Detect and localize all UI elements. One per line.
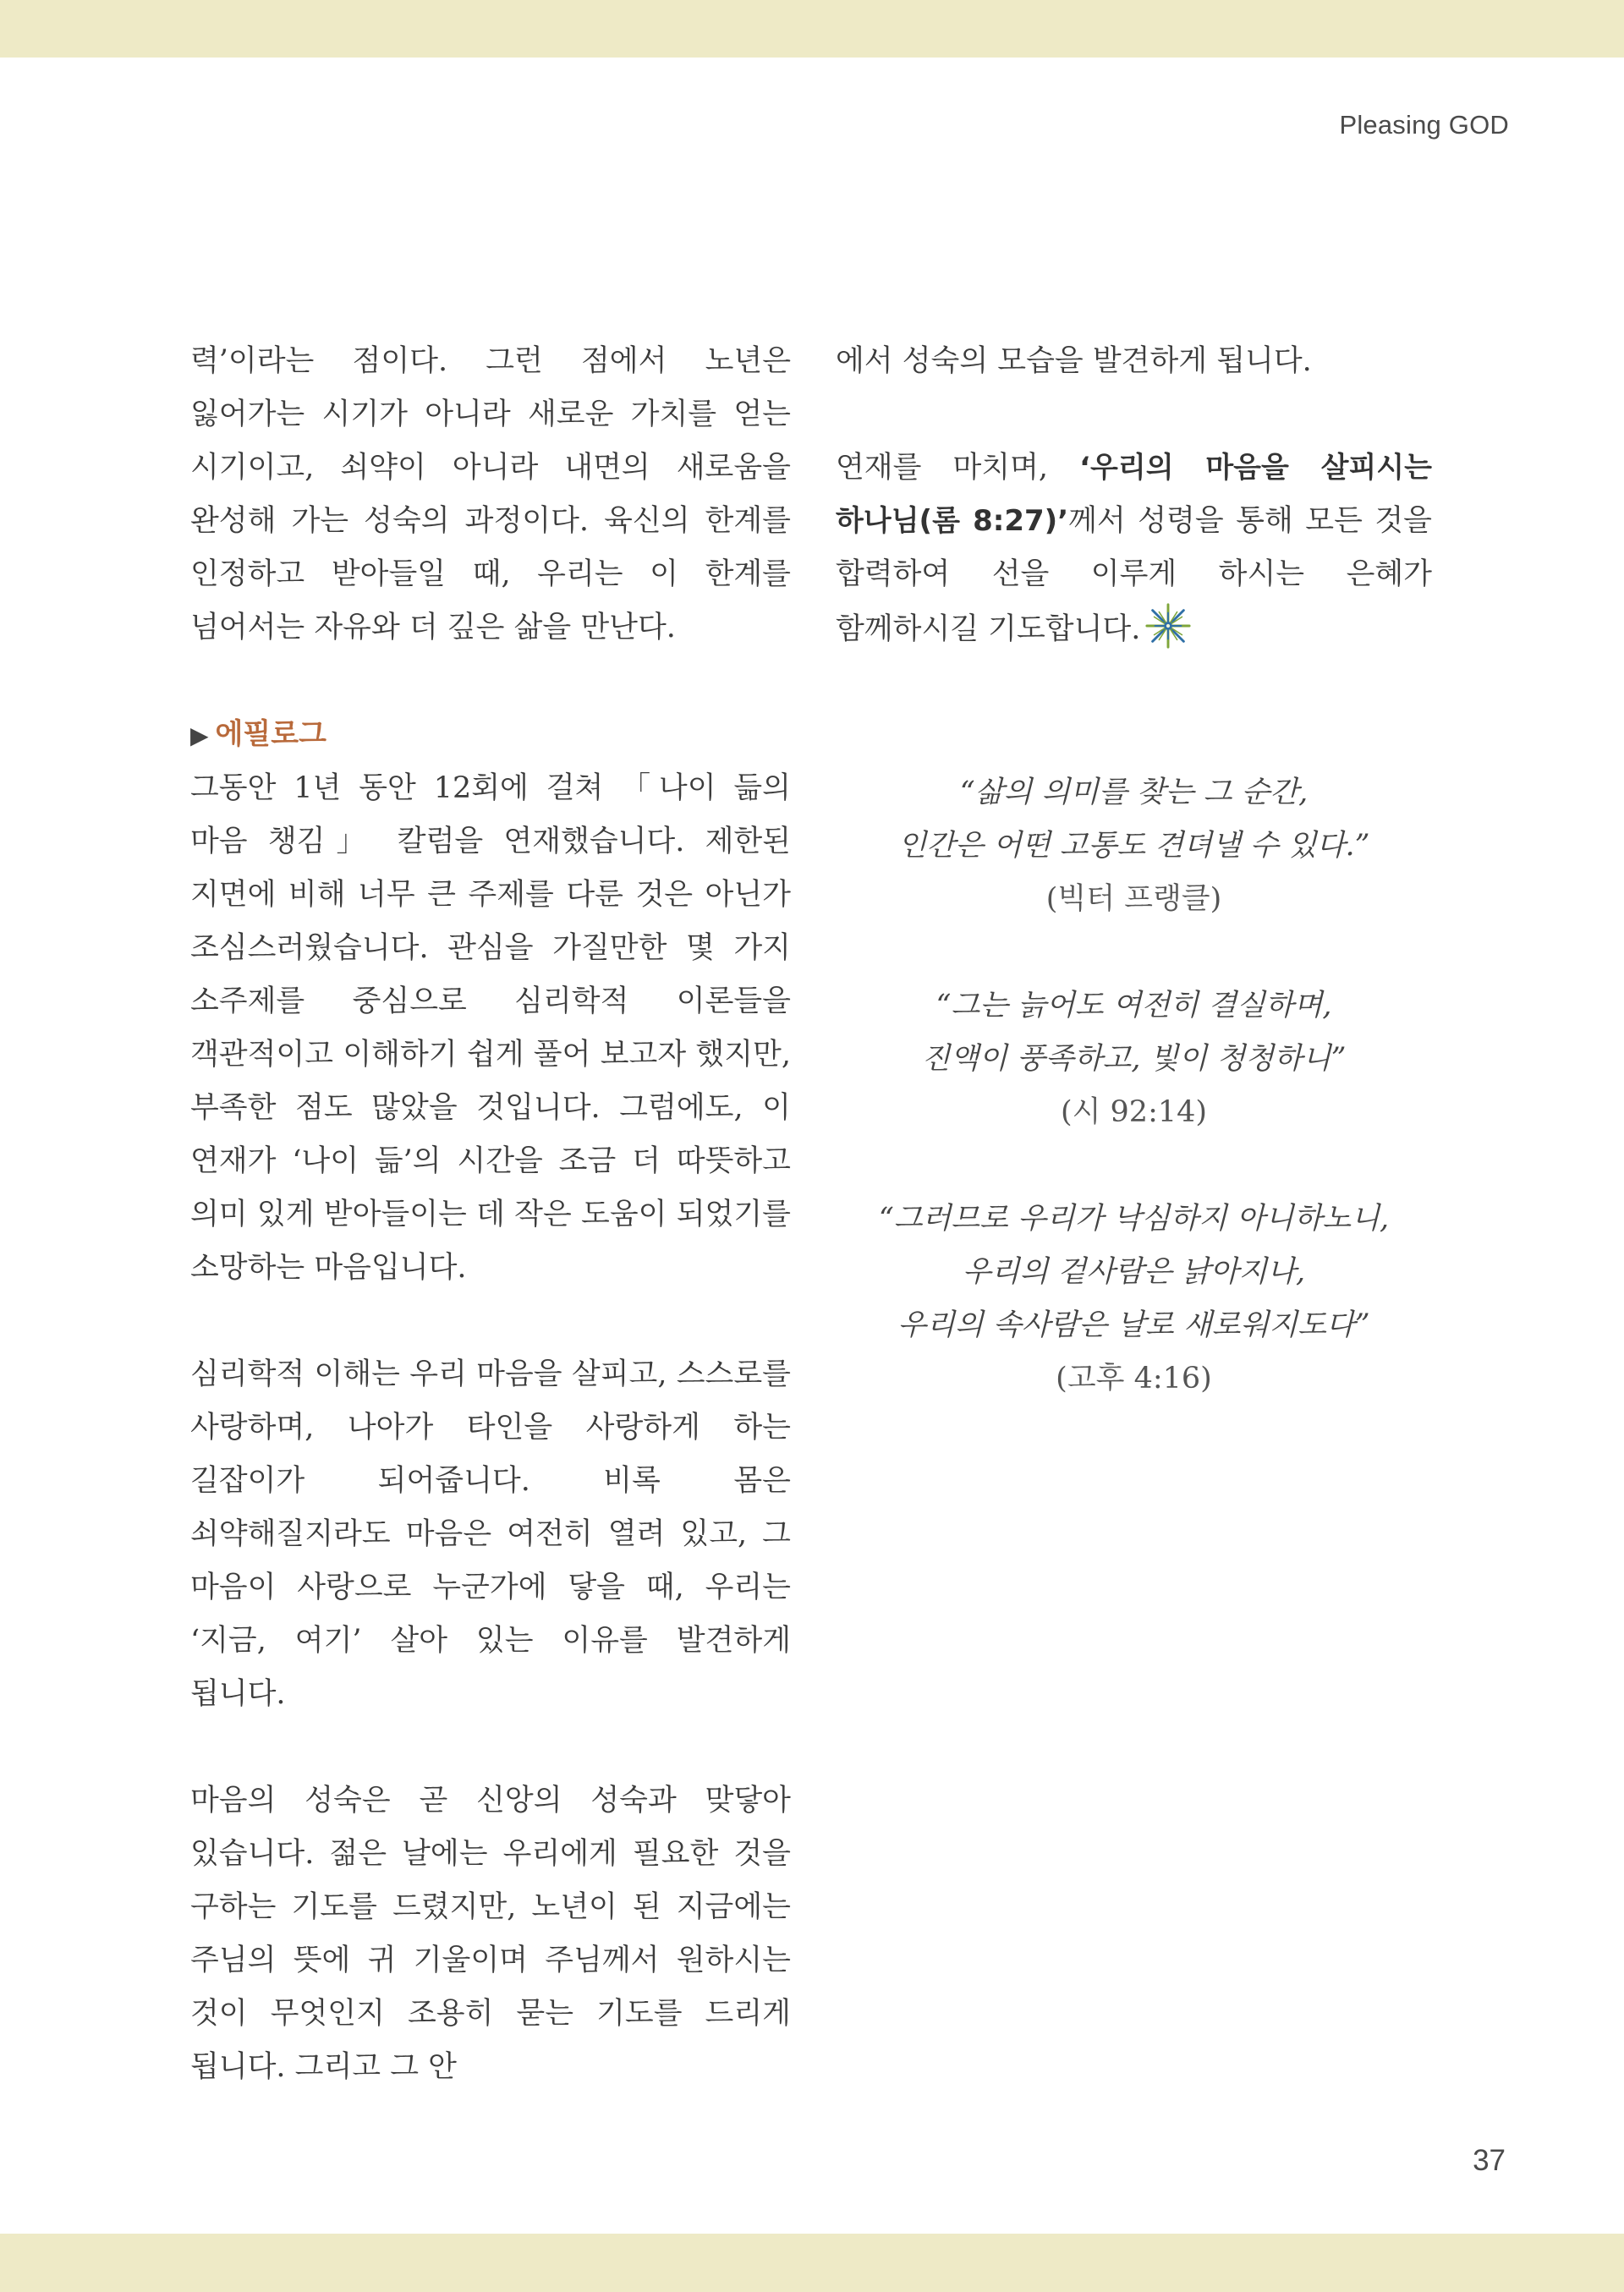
body-paragraph-3: 심리학적 이해는 우리 마음을 살피고, 스스로를 사랑하며, 나아가 타인을 사랑하게 하는 길잡이가 되어줍니다. 비록 몸은 쇠약해질지라도 마음은 여전히 열려 있고, 그 마음이 사랑으로 누군가에 닿을 때, 우리는 ‘지금, 여기’ 살아 있는 이유를 발견하게 됩니다.: [190, 1357, 791, 1711]
body-paragraph-4: 마음의 성숙은 곧 신앙의 성숙과 맞닿아 있습니다. 젊은 날에는 우리에게 필요한 것을 구하는 기도를 드렸지만, 노년이 된 지금에는 주님의 뜻에 귀 기울이며 주님께서 원하시는 것이 무엇인지 조용히 묻는 기도를 드리게 됩니다. 그리고 그 안: [190, 1784, 791, 2084]
closing-emphasis: ‘우리의 마음을 살피시는 하나님(롬 8:27)’: [836, 451, 1432, 538]
closing-paragraph: [836, 441, 1432, 656]
left-column: [190, 335, 791, 2094]
closing-text-end: 께서 성령을 통해 모든 것을 합력하여 선을 이루게 하시는 은혜가 함께하시길 기도합니다.: [836, 504, 1432, 646]
right-column: [836, 335, 1432, 656]
quotes-block: [836, 766, 1432, 1459]
running-head: Pleasing GOD: [1339, 110, 1509, 140]
closing-text-start: 연재를 마치며,: [836, 451, 1080, 485]
quote-1: [836, 766, 1432, 926]
quote-line: 우리의 겉사람은 낡아지나,: [962, 1255, 1306, 1289]
quote-citation: (빅터 프랭클): [1045, 882, 1222, 916]
body-paragraph-continued: 에서 성숙의 모습을 발견하게 됩니다.: [836, 344, 1312, 378]
quote-line: “그러므로 우리가 낙심하지 아니하노니,: [878, 1202, 1390, 1236]
section-title: 에필로그: [215, 717, 326, 751]
bottom-decorative-band: [0, 2234, 1624, 2292]
section-heading: [190, 708, 791, 762]
triangle-right-icon: ▶: [190, 721, 209, 749]
star-burst-icon: [1144, 601, 1193, 650]
body-paragraph-2: 그동안 1년 동안 12회에 걸쳐 「나이 듦의 마음 챙김」 칼럼을 연재했습니다. 제한된 지면에 비해 너무 큰 주제를 다룬 것은 아닌가 조심스러웠습니다. 관심을 가질만한 몇 가지 소주제를 중심으로 심리학적 이론들을 객관적이고 이해하기 쉽게 풀어 보고자 했지만, 부족한 점도 많았을 것입니다. 그럼에도, 이 연재가 ‘나이 듦’의 시간을 조금 더 따뜻하고 의미 있게 받아들이는 데 작은 도움이 되었기를 소망하는 마음입니다.: [190, 771, 791, 1285]
quote-line: “삶의 의미를 찾는 그 순간,: [959, 776, 1309, 809]
quote-2: [836, 979, 1432, 1139]
quote-line: 진액이 풍족하고, 빛이 청청하니”: [921, 1042, 1347, 1076]
quote-line: 우리의 속사람은 날로 새로워지도다”: [897, 1308, 1370, 1342]
quote-citation: (시 92:14): [1060, 1095, 1208, 1129]
quote-line: “그는 늙어도 여전히 결실하며,: [935, 989, 1332, 1023]
page-number: 37: [1473, 2144, 1506, 2177]
quote-line: 인간은 어떤 고통도 견뎌낼 수 있다.”: [897, 829, 1370, 863]
body-paragraph-1: 력’이라는 점이다. 그런 점에서 노년은 잃어가는 시기가 아니라 새로운 가치를 얻는 시기이고, 쇠약이 아니라 내면의 새로움을 완성해 가는 성숙의 과정이다. 육신의 한계를 인정하고 받아들일 때, 우리는 이 한계를 넘어서는 자유와 더 깊은 삶을 만난다.: [190, 344, 791, 644]
top-decorative-band: [0, 0, 1624, 58]
quote-citation: (고후 4:16): [1056, 1362, 1212, 1395]
quote-3: [836, 1193, 1432, 1406]
